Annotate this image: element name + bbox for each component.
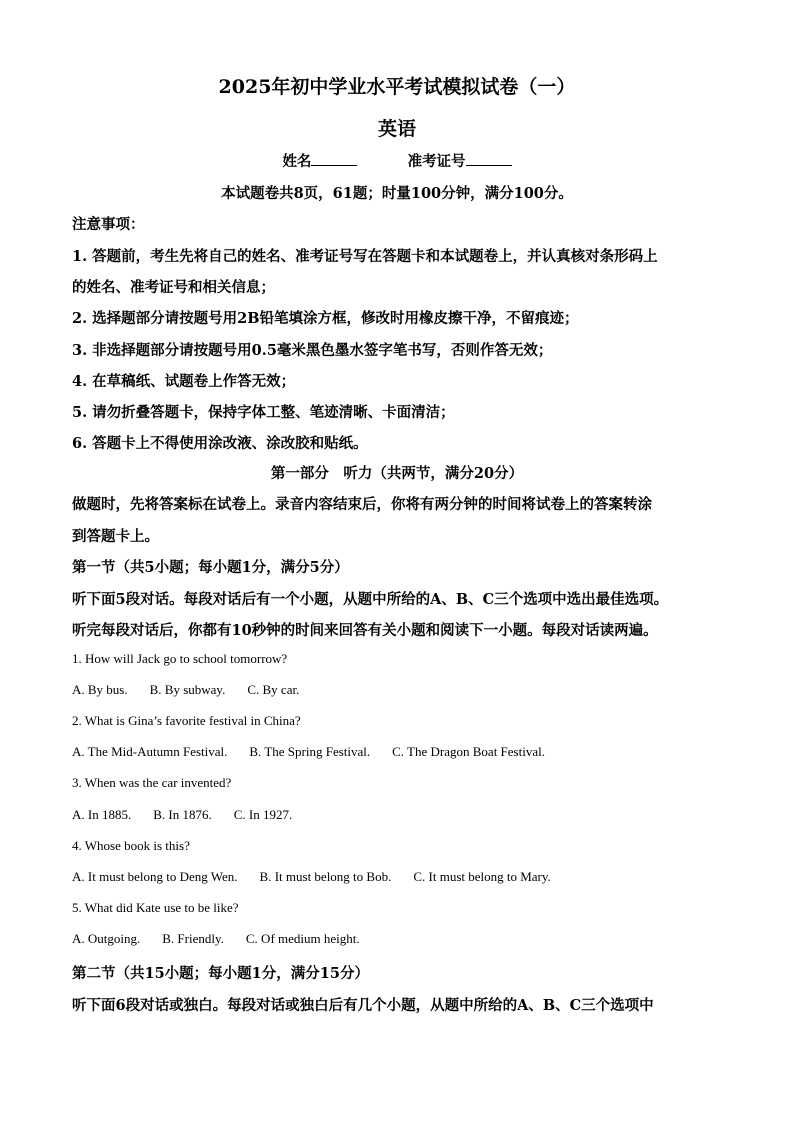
name-blank bbox=[311, 153, 357, 166]
option-c: C. It must belong to Mary. bbox=[413, 869, 551, 884]
part1-intro: 做题时，先将答案标在试卷上。录音内容结束后，你将有两分钟的时间将试卷上的答案转涂 bbox=[72, 496, 652, 513]
option-c: C. In 1927. bbox=[233, 807, 293, 822]
option-a: A. In 1885. bbox=[72, 807, 132, 822]
option-c: C. Of medium height. bbox=[245, 931, 360, 946]
question-5: 5. What did Kate use to be like? bbox=[72, 900, 239, 915]
options-2 bbox=[72, 744, 722, 760]
option-c: C. By car. bbox=[247, 682, 300, 697]
option-a: A. Outgoing. bbox=[72, 931, 141, 946]
subject-title: 英语 bbox=[377, 118, 416, 140]
question-3: 3. When was the car invented? bbox=[72, 775, 232, 790]
question-4: 4. Whose book is this? bbox=[72, 838, 190, 853]
notice-item: 6. 答题卡上不得使用涂改液、涂改胶和贴纸。 bbox=[72, 435, 368, 452]
option-b: B. Friendly. bbox=[162, 931, 224, 946]
notice-item: 5. 请勿折叠答题卡，保持字体工整、笔迹清晰、卡面清洁； bbox=[72, 404, 455, 421]
option-c: C. The Dragon Boat Festival. bbox=[392, 744, 545, 759]
notice-item: 4. 在草稿纸、试题卷上作答无效； bbox=[72, 373, 296, 390]
section1-instruction: 听下面5段对话。每段对话后有一个小题，从题中所给的A、B、C三个选项中选出最佳选项。 bbox=[72, 591, 669, 608]
section2-heading: 第二节（共15小题；每小题1分，满分15分） bbox=[72, 965, 369, 982]
notice-item: 3. 非选择题部分请按题号用0.5毫米黑色墨水签字笔书写，否则作答无效； bbox=[72, 342, 553, 359]
exam-info: 本试题卷共8页，61题；时量100分钟，满分100分。 bbox=[221, 185, 573, 202]
section2-instruction: 听下面6段对话或独白。每段对话或独白后有几个小题，从题中所给的A、B、C三个选项中 bbox=[72, 997, 654, 1014]
notice-heading: 注意事项： bbox=[72, 216, 145, 233]
notice-item: 1. 答题前，考生先将自己的姓名、准考证号写在答题卡和本试题卷上，并认真核对条形码上 bbox=[72, 248, 658, 265]
option-a: A. By bus. bbox=[72, 682, 128, 697]
name-label: 姓名 bbox=[282, 153, 312, 170]
option-b: B. The Spring Festival. bbox=[249, 744, 371, 759]
question-1: 1. How will Jack go to school tomorrow? bbox=[72, 651, 288, 666]
question-2: 2. What is Gina’s favorite festival in China? bbox=[72, 713, 301, 728]
section1-instruction: 听完每段对话后，你都有10秒钟的时间来回答有关小题和阅读下一小题。每段对话读两遍。 bbox=[72, 622, 658, 639]
section1-heading: 第一节（共5小题；每小题1分，满分5分） bbox=[72, 559, 349, 576]
notice-item: 2. 选择题部分请按题号用2B铅笔填涂方框，修改时用橡皮擦干净，不留痕迹； bbox=[72, 310, 579, 327]
notice-item: 的姓名、准考证号和相关信息； bbox=[72, 279, 275, 296]
option-b: B. It must belong to Bob. bbox=[259, 869, 392, 884]
options-5 bbox=[72, 931, 722, 947]
candidate-info bbox=[72, 150, 722, 171]
option-a: A. The Mid-Autumn Festival. bbox=[72, 744, 228, 759]
option-b: B. In 1876. bbox=[153, 807, 212, 822]
id-label: 准考证号 bbox=[407, 153, 466, 170]
part1-intro: 到答题卡上。 bbox=[72, 528, 159, 545]
option-a: A. It must belong to Deng Wen. bbox=[72, 869, 238, 884]
options-3 bbox=[72, 807, 722, 823]
part1-heading: 第一部分 听力（共两节，满分20分） bbox=[270, 465, 524, 482]
options-4 bbox=[72, 869, 722, 885]
exam-title: 2025年初中学业水平考试模拟试卷（一） bbox=[218, 76, 576, 98]
id-blank bbox=[466, 153, 512, 166]
option-b: B. By subway. bbox=[149, 682, 226, 697]
options-1 bbox=[72, 682, 722, 698]
